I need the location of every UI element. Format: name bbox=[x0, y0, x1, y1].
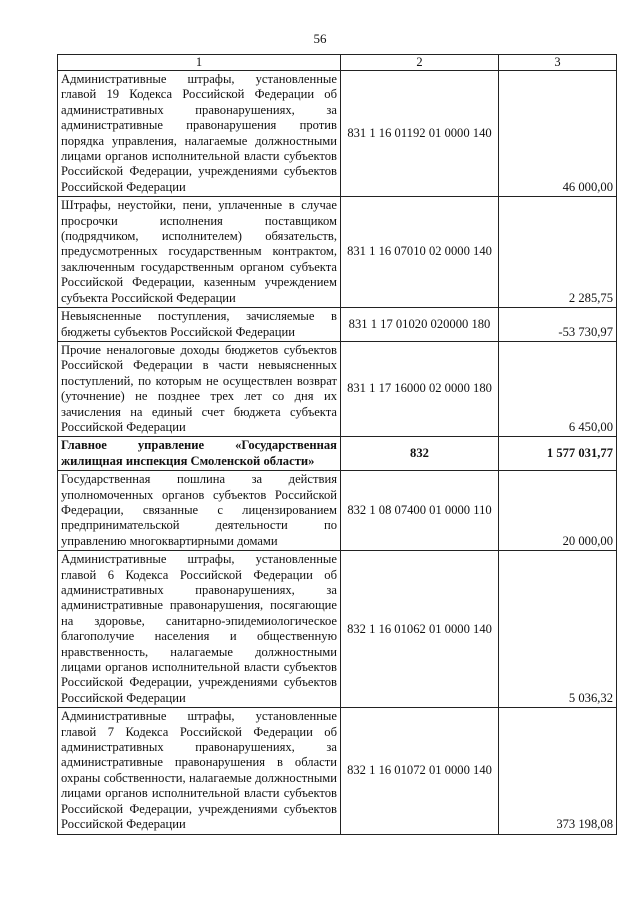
row-amount: 20 000,00 bbox=[499, 471, 617, 551]
row-budget-code: 832 1 16 01062 01 0000 140 bbox=[341, 551, 499, 708]
table-row bbox=[58, 471, 617, 551]
row-budget-code: 831 1 16 07010 02 0000 140 bbox=[341, 197, 499, 308]
table-row bbox=[58, 308, 617, 342]
row-amount: 6 450,00 bbox=[499, 341, 617, 436]
row-budget-code: 832 1 16 01072 01 0000 140 bbox=[341, 708, 499, 834]
row-budget-code: 832 1 08 07400 01 0000 110 bbox=[341, 471, 499, 551]
section-title: Главное управление «Государственная жилищная инспекция Смоленской области» bbox=[58, 437, 341, 471]
table-row-section-total bbox=[58, 437, 617, 471]
row-description: Невыясненные поступления, зачисляемые в бюджеты субъектов Российской Федерации bbox=[58, 308, 341, 342]
row-amount: -53 730,97 bbox=[499, 308, 617, 342]
table-header-row bbox=[58, 55, 617, 71]
row-description: Прочие неналоговые доходы бюджетов субъектов Российской Федерации в части невыясненных поступлений, по которым не осуществлен возврат (уточнение) не позднее трех лет со дня их зачисления на единый счет бюджета субъекта Российской Федерации bbox=[58, 341, 341, 436]
row-description: Административные штрафы, установленные главой 6 Кодекса Российской Федерации об административных правонарушениях, за административные правонарушения, посягающие на здоровье, санитарно-эпидемиологическое благополучие населения и общественную нравственность, налагаемые должностными лицами органов исполнительной власти субъектов Российской Федерации, учреждениями субъектов Российской Федерации bbox=[58, 551, 341, 708]
table-row bbox=[58, 341, 617, 436]
page-number: 56 bbox=[313, 31, 327, 46]
table-row bbox=[58, 708, 617, 834]
table-row bbox=[58, 551, 617, 708]
row-description: Государственная пошлина за действия уполномоченных органов субъектов Российской Федерации, связанные с лицензированием предпринимательской деятельности по управлению многоквартирными домами bbox=[58, 471, 341, 551]
column-header-amount: 3 bbox=[499, 55, 617, 71]
row-budget-code: 831 1 16 01192 01 0000 140 bbox=[341, 71, 499, 197]
row-amount: 373 198,08 bbox=[499, 708, 617, 834]
row-amount: 5 036,32 bbox=[499, 551, 617, 708]
row-amount: 46 000,00 bbox=[499, 71, 617, 197]
row-description: Административные штрафы, установленные главой 19 Кодекса Российской Федерации об административных правонарушениях, за административные правонарушения против порядка управления, налагаемые должностными лицами органов исполнительной власти субъектов Российской Федерации, учреждениями субъектов Российской Федерации bbox=[58, 71, 341, 197]
budget-revenue-table bbox=[57, 54, 617, 835]
row-amount: 2 285,75 bbox=[499, 197, 617, 308]
section-total-amount: 1 577 031,77 bbox=[499, 437, 617, 471]
row-budget-code: 831 1 17 01020 020000 180 bbox=[341, 308, 499, 342]
column-header-code: 2 bbox=[341, 55, 499, 71]
row-budget-code: 831 1 17 16000 02 0000 180 bbox=[341, 341, 499, 436]
table-row bbox=[58, 197, 617, 308]
row-description: Административные штрафы, установленные главой 7 Кодекса Российской Федерации об административных правонарушениях, за административные правонарушения в области охраны собственности, налагаемые должностными лицами органов исполнительной власти субъектов Российской Федерации, учреждениями субъектов Российской Федерации bbox=[58, 708, 341, 834]
row-description: Штрафы, неустойки, пени, уплаченные в случае просрочки исполнения поставщиком (подрядчиком, исполнителем) обязательств, предусмотренных государственным контрактом, заключенным государственным органом субъекта Российской Федерации, казенным учреждением субъекта Российской Федерации bbox=[58, 197, 341, 308]
column-header-description: 1 bbox=[58, 55, 341, 71]
section-budget-code: 832 bbox=[341, 437, 499, 471]
table-row bbox=[58, 71, 617, 197]
